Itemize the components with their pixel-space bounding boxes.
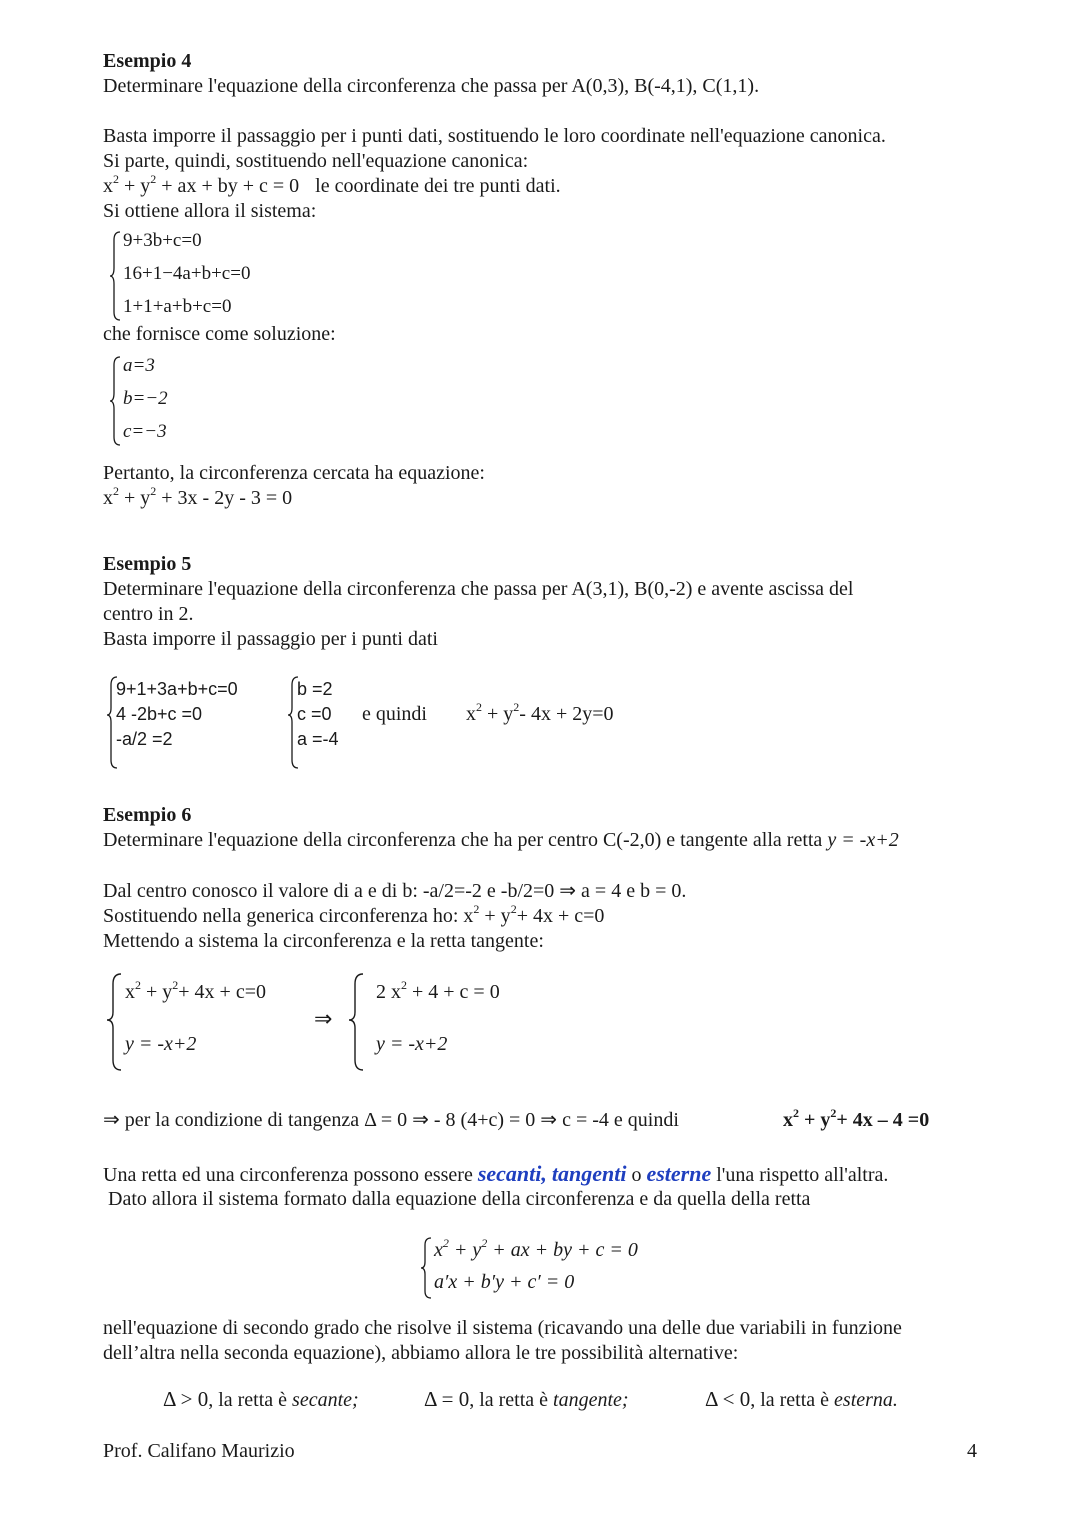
ex4-solution-system: [109, 353, 229, 449]
left-brace-icon: [420, 1236, 434, 1300]
ex4-paragraph-4: che fornisce come soluzione:: [103, 323, 336, 345]
system-row: y = -x+2: [376, 1033, 448, 1055]
footer-author: Prof. Califano Maurizio: [103, 1440, 295, 1462]
ex4-paragraph-2: Si parte, quindi, sostituendo nell'equazione canonica:: [103, 150, 529, 172]
system-row: a′x + b′y + c′ = 0: [434, 1271, 575, 1293]
implies-arrow: ⇒: [314, 1006, 333, 1031]
solution-row: c=−3: [123, 421, 167, 442]
theory-paragraph-2: Dato allora il sistema formato dalla equazione della circonferenza e da quella della retta: [108, 1188, 811, 1210]
ex5-statement-line-1: Determinare l'equazione della circonferenza che passa per A(3,1), B(0,-2) e avente ascissa del: [103, 578, 854, 600]
system-row: y = -x+2: [125, 1033, 197, 1055]
system-row: $x^2 + y^2$ + ax + by + c = 0: [434, 1236, 638, 1261]
ex6-paragraph-3: Mettendo a sistema la circonferenza e la retta tangente:: [103, 930, 544, 952]
case-tangent: Δ = 0, la retta è tangente;: [424, 1387, 629, 1411]
ex6-left-system: [105, 972, 305, 1072]
theory-paragraph-3: nell'equazione di secondo grado che risolve il sistema (ricavando una delle due variabili in funzione: [103, 1317, 902, 1339]
system-row: 2 $x^2 + 4 + c = 0$: [376, 978, 500, 1003]
ex5-statement-line-2: centro in 2.: [103, 603, 194, 625]
system-row: 16+1−4a+b+c=0: [123, 263, 251, 284]
left-brace-icon: [109, 228, 123, 324]
theory-system: [420, 1236, 680, 1300]
theory-paragraph-1: Una retta ed una circonferenza possono essere secanti, tangenti o esterne l'una rispetto all'altra.: [103, 1161, 889, 1186]
ex5-solution-system: [287, 675, 357, 770]
solution-row: b =2: [297, 679, 333, 699]
case-secant: Δ > 0, la retta è secante;: [163, 1387, 359, 1411]
ex4-result-equation: $x^2 + y^2 + 3x - 2y - 3 = 0$: [103, 484, 293, 509]
system-row: 4 -2b+c =0: [116, 704, 203, 724]
left-brace-icon: [347, 972, 367, 1072]
solution-row: b=−2: [123, 388, 168, 409]
ex4-equation-system: [109, 228, 369, 324]
ex6-right-system: [347, 972, 547, 1072]
system-row: $x^2 + y^2+ 4x + c=0$: [125, 978, 266, 1003]
system-row: -a/2 =2: [116, 729, 173, 749]
ex5-title: Esempio 5: [103, 553, 192, 575]
ex5-equation-system: [106, 675, 276, 770]
ex4-canonical-equation: $x^2 + y^2$ + ax + by + c = 0 le coordinate dei tre punti dati.: [103, 172, 561, 197]
ex4-paragraph-1: Basta imporre il passaggio per i punti dati, sostituendo le loro coordinate nell'equazione canonica.: [103, 125, 886, 147]
left-brace-icon: [109, 353, 123, 449]
ex6-statement: Determinare l'equazione della circonferenza che ha per centro C(-2,0) e tangente alla retta y = -x+2: [103, 829, 899, 851]
ex5-result-equation: $x^2 + y^2-$ 4x + 2y=0: [466, 700, 614, 725]
system-row: 1+1+a+b+c=0: [123, 296, 232, 317]
left-brace-icon: [105, 972, 125, 1072]
solution-row: c =0: [297, 704, 332, 724]
ex6-title: Esempio 6: [103, 804, 192, 826]
ex6-tangency-condition: ⇒ per la condizione di tangenza Δ = 0 ⇒ - 8 (4+c) = 0 ⇒ c = -4 e quindi: [103, 1109, 679, 1131]
ex4-paragraph-3: Si ottiene allora il sistema:: [103, 200, 317, 222]
ex5-e-quindi: e quindi: [362, 703, 427, 725]
ex6-final-equation: $x^2 + y^2+ 4x - 4 =0$: [783, 1106, 930, 1131]
ex5-paragraph-1: Basta imporre il passaggio per i punti dati: [103, 628, 438, 650]
ex6-paragraph-1: Dal centro conosco il valore di a e di b: -a/2=-2 e -b/2=0 ⇒ a = 4 e b = 0.: [103, 880, 687, 902]
case-external: Δ < 0, la retta è esterna.: [705, 1387, 898, 1411]
page-number: 4: [967, 1440, 977, 1462]
system-row: 9+1+3a+b+c=0: [116, 679, 238, 699]
ex4-statement: Determinare l'equazione della circonferenza che passa per A(0,3), B(-4,1), C(1,1).: [103, 75, 760, 97]
solution-row: a =-4: [297, 729, 339, 749]
ex6-paragraph-2: Sostituendo nella generica circonferenza ho: $x^2 + y^2+ 4x + c=0$: [103, 902, 605, 927]
solution-row: a=3: [123, 355, 155, 376]
ex4-paragraph-5: Pertanto, la circonferenza cercata ha equazione:: [103, 462, 485, 484]
theory-paragraph-4: dell’altra nella seconda equazione), abbiamo allora le tre possibilità alternative:: [103, 1342, 739, 1364]
ex4-title: Esempio 4: [103, 50, 192, 72]
system-row: 9+3b+c=0: [123, 230, 202, 251]
